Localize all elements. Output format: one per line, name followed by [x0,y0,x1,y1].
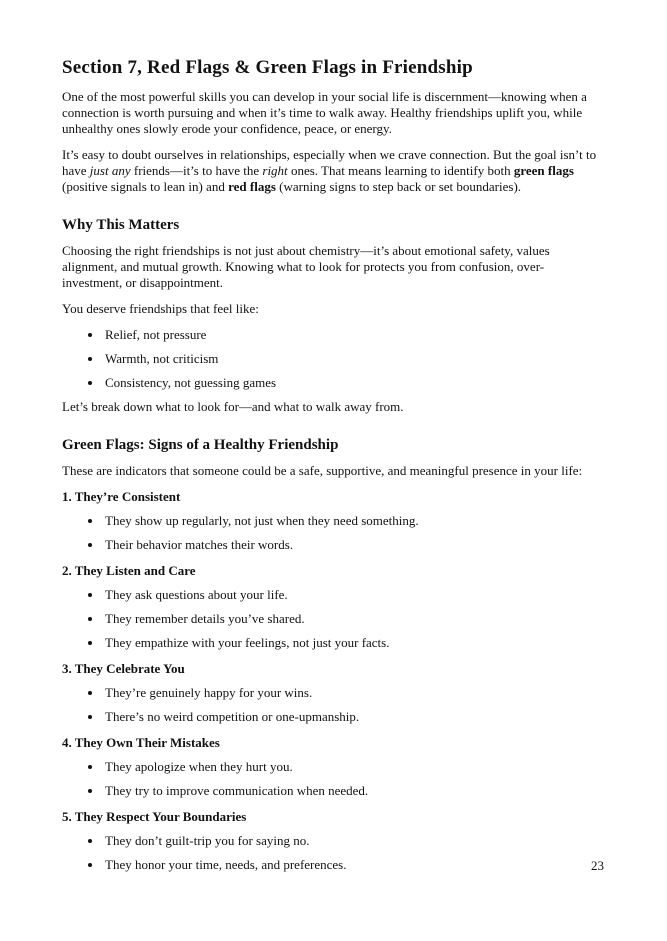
green-flag-item-title-2: 2. They Listen and Care [62,562,196,578]
list-item: • They try to improve communication when needed. [103,783,604,799]
why-paragraph-1: Choosing the right friendships is not just about chemistry—it’s about emotional safety, values alignment, and mutual growth. Knowing what to look for protects you from confusion, over-investment, or disappointment. [62,242,550,290]
green-flag-list-1 [62,513,604,553]
list-item: • They show up regularly, not just when they need something. [103,513,604,529]
green-flag-item-title-1: 1. They’re Consistent [62,488,181,504]
heading-green-flags: Green Flags: Signs of a Healthy Friendship [62,436,339,453]
green-flag-list-5 [62,833,604,873]
green-flags-intro: These are indicators that someone could be a safe, supportive, and meaningful presence in your life: [62,462,583,478]
green-flag-item-title-5: 5. They Respect Your Boundaries [62,808,247,824]
list-item: • They empathize with your feelings, not just your facts. [103,635,604,651]
list-item: • There’s no weird competition or one-upmanship. [103,709,604,725]
list-item: • They don’t guilt-trip you for saying no. [103,833,604,849]
green-flag-item-title-4: 4. They Own Their Mistakes [62,734,220,750]
heading-why-this-matters: Why This Matters [62,216,180,233]
page-number: 23 [591,858,604,873]
list-item: • Consistency, not guessing games [103,375,604,391]
intro-paragraph-2: It’s easy to doubt ourselves in relationships, especially when we crave connection. But the goal isn’t to have just any friends—it’s to have the right ones. That means learning to identify both green flags (positive signals to lean in) and red flags (warning signs to step back or set boundaries). [62,146,597,194]
list-item: • They honor your time, needs, and preferences. [103,857,604,873]
feel-like-list [62,327,604,391]
green-flag-item-title-3: 3. They Celebrate You [62,660,185,676]
list-item: • Warmth, not criticism [103,351,604,367]
list-item: • Relief, not pressure [103,327,604,343]
section-title: Section 7, Red Flags & Green Flags in Friendship [62,57,473,78]
list-item: • Their behavior matches their words. [103,537,604,553]
list-item: • They remember details you’ve shared. [103,611,604,627]
green-flag-list-2 [62,587,604,651]
list-item: • They’re genuinely happy for your wins. [103,685,604,701]
list-item: • They apologize when they hurt you. [103,759,604,775]
intro-paragraph-1: One of the most powerful skills you can develop in your social life is discernment—knowing when a connection is worth pursuing and when it’s time to walk away. Healthy friendships uplift you, while unhealthy ones slowly erode your confidence, peace, or energy. [62,88,587,136]
green-flag-list-4 [62,759,604,799]
why-paragraph-3: Let’s break down what to look for—and what to walk away from. [62,398,404,414]
why-paragraph-2: You deserve friendships that feel like: [62,300,259,316]
list-item: • They ask questions about your life. [103,587,604,603]
green-flag-list-3 [62,685,604,725]
